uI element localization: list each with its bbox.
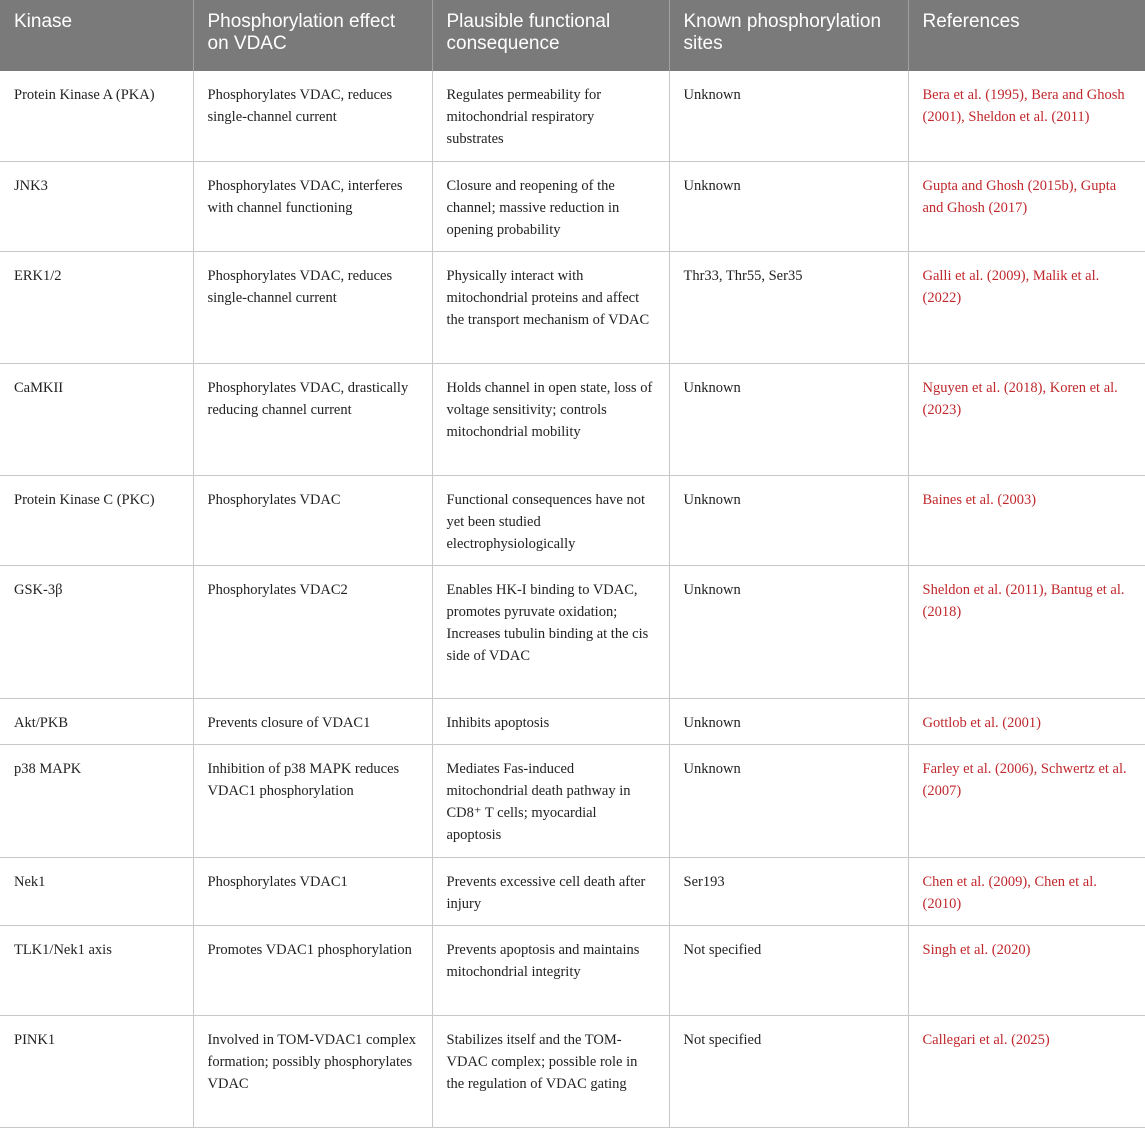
header-references: References bbox=[908, 0, 1145, 71]
effect-cell: Involved in TOM-VDAC1 complex formation; possibly phosphorylates VDAC bbox=[193, 1015, 432, 1127]
table-row bbox=[0, 251, 1145, 363]
sites-cell: Ser193 bbox=[669, 857, 908, 925]
kinase-cell: Akt/PKB bbox=[0, 698, 193, 744]
effect-cell: Phosphorylates VDAC bbox=[193, 475, 432, 565]
header-row bbox=[0, 0, 1145, 71]
sites-cell: Unknown bbox=[669, 71, 908, 161]
kinase-cell: Protein Kinase A (PKA) bbox=[0, 71, 193, 161]
references-link[interactable]: Bera et al. (1995), Bera and Ghosh (2001), Sheldon et al. (2011) bbox=[908, 71, 1145, 161]
references-link[interactable]: Nguyen et al. (2018), Koren et al. (2023) bbox=[908, 363, 1145, 475]
table-row bbox=[0, 565, 1145, 698]
sites-cell: Not specified bbox=[669, 925, 908, 1015]
table-row bbox=[0, 925, 1145, 1015]
table-row bbox=[0, 475, 1145, 565]
consequence-cell: Functional consequences have not yet been studied electrophysiologically bbox=[432, 475, 669, 565]
table-row bbox=[0, 857, 1145, 925]
kinase-cell: ERK1/2 bbox=[0, 251, 193, 363]
references-link[interactable]: Galli et al. (2009), Malik et al. (2022) bbox=[908, 251, 1145, 363]
sites-cell: Unknown bbox=[669, 744, 908, 857]
consequence-cell: Stabilizes itself and the TOM-VDAC complex; possible role in the regulation of VDAC gating bbox=[432, 1015, 669, 1127]
sites-cell: Not specified bbox=[669, 1015, 908, 1127]
references-link[interactable]: Baines et al. (2003) bbox=[908, 475, 1145, 565]
consequence-cell: Holds channel in open state, loss of voltage sensitivity; controls mitochondrial mobility bbox=[432, 363, 669, 475]
sites-cell: Unknown bbox=[669, 363, 908, 475]
consequence-cell: Prevents apoptosis and maintains mitochondrial integrity bbox=[432, 925, 669, 1015]
header-effect: Phosphorylation effect on VDAC bbox=[193, 0, 432, 71]
effect-cell: Phosphorylates VDAC, drastically reducing channel current bbox=[193, 363, 432, 475]
effect-cell: Promotes VDAC1 phosphorylation bbox=[193, 925, 432, 1015]
table-row bbox=[0, 698, 1145, 744]
references-link[interactable]: Gottlob et al. (2001) bbox=[908, 698, 1145, 744]
table-row bbox=[0, 1015, 1145, 1127]
consequence-cell: Regulates permeability for mitochondrial respiratory substrates bbox=[432, 71, 669, 161]
table-row bbox=[0, 161, 1145, 251]
table-row bbox=[0, 71, 1145, 161]
kinase-cell: Protein Kinase C (PKC) bbox=[0, 475, 193, 565]
references-link[interactable]: Sheldon et al. (2011), Bantug et al. (2018) bbox=[908, 565, 1145, 698]
sites-cell: Thr33, Thr55, Ser35 bbox=[669, 251, 908, 363]
sites-cell: Unknown bbox=[669, 565, 908, 698]
consequence-cell: Physically interact with mitochondrial proteins and affect the transport mechanism of VDAC bbox=[432, 251, 669, 363]
table-row bbox=[0, 744, 1145, 857]
sites-cell: Unknown bbox=[669, 475, 908, 565]
kinase-cell: CaMKII bbox=[0, 363, 193, 475]
kinase-cell: JNK3 bbox=[0, 161, 193, 251]
effect-cell: Inhibition of p38 MAPK reduces VDAC1 phosphorylation bbox=[193, 744, 432, 857]
effect-cell: Prevents closure of VDAC1 bbox=[193, 698, 432, 744]
kinase-cell: GSK-3β bbox=[0, 565, 193, 698]
references-link[interactable]: Farley et al. (2006), Schwertz et al. (2007) bbox=[908, 744, 1145, 857]
kinase-cell: TLK1/Nek1 axis bbox=[0, 925, 193, 1015]
table-header bbox=[0, 0, 1145, 71]
effect-cell: Phosphorylates VDAC2 bbox=[193, 565, 432, 698]
kinase-cell: PINK1 bbox=[0, 1015, 193, 1127]
effect-cell: Phosphorylates VDAC1 bbox=[193, 857, 432, 925]
header-consequence: Plausible functional consequence bbox=[432, 0, 669, 71]
consequence-cell: Enables HK-I binding to VDAC, promotes pyruvate oxidation; Increases tubulin binding at the cis side of VDAC bbox=[432, 565, 669, 698]
consequence-cell: Mediates Fas-induced mitochondrial death pathway in CD8⁺ T cells; myocardial apoptosis bbox=[432, 744, 669, 857]
references-link[interactable]: Singh et al. (2020) bbox=[908, 925, 1145, 1015]
references-link[interactable]: Chen et al. (2009), Chen et al. (2010) bbox=[908, 857, 1145, 925]
sites-cell: Unknown bbox=[669, 698, 908, 744]
consequence-cell: Prevents excessive cell death after injury bbox=[432, 857, 669, 925]
kinase-cell: Nek1 bbox=[0, 857, 193, 925]
consequence-cell: Inhibits apoptosis bbox=[432, 698, 669, 744]
header-sites: Known phosphorylation sites bbox=[669, 0, 908, 71]
kinase-cell: p38 MAPK bbox=[0, 744, 193, 857]
sites-cell: Unknown bbox=[669, 161, 908, 251]
header-kinase: Kinase bbox=[0, 0, 193, 71]
references-link[interactable]: Callegari et al. (2025) bbox=[908, 1015, 1145, 1127]
effect-cell: Phosphorylates VDAC, interferes with channel functioning bbox=[193, 161, 432, 251]
table-body bbox=[0, 71, 1145, 1127]
consequence-cell: Closure and reopening of the channel; massive reduction in opening probability bbox=[432, 161, 669, 251]
effect-cell: Phosphorylates VDAC, reduces single-channel current bbox=[193, 71, 432, 161]
references-link[interactable]: Gupta and Ghosh (2015b), Gupta and Ghosh (2017) bbox=[908, 161, 1145, 251]
table-row bbox=[0, 363, 1145, 475]
effect-cell: Phosphorylates VDAC, reduces single-channel current bbox=[193, 251, 432, 363]
